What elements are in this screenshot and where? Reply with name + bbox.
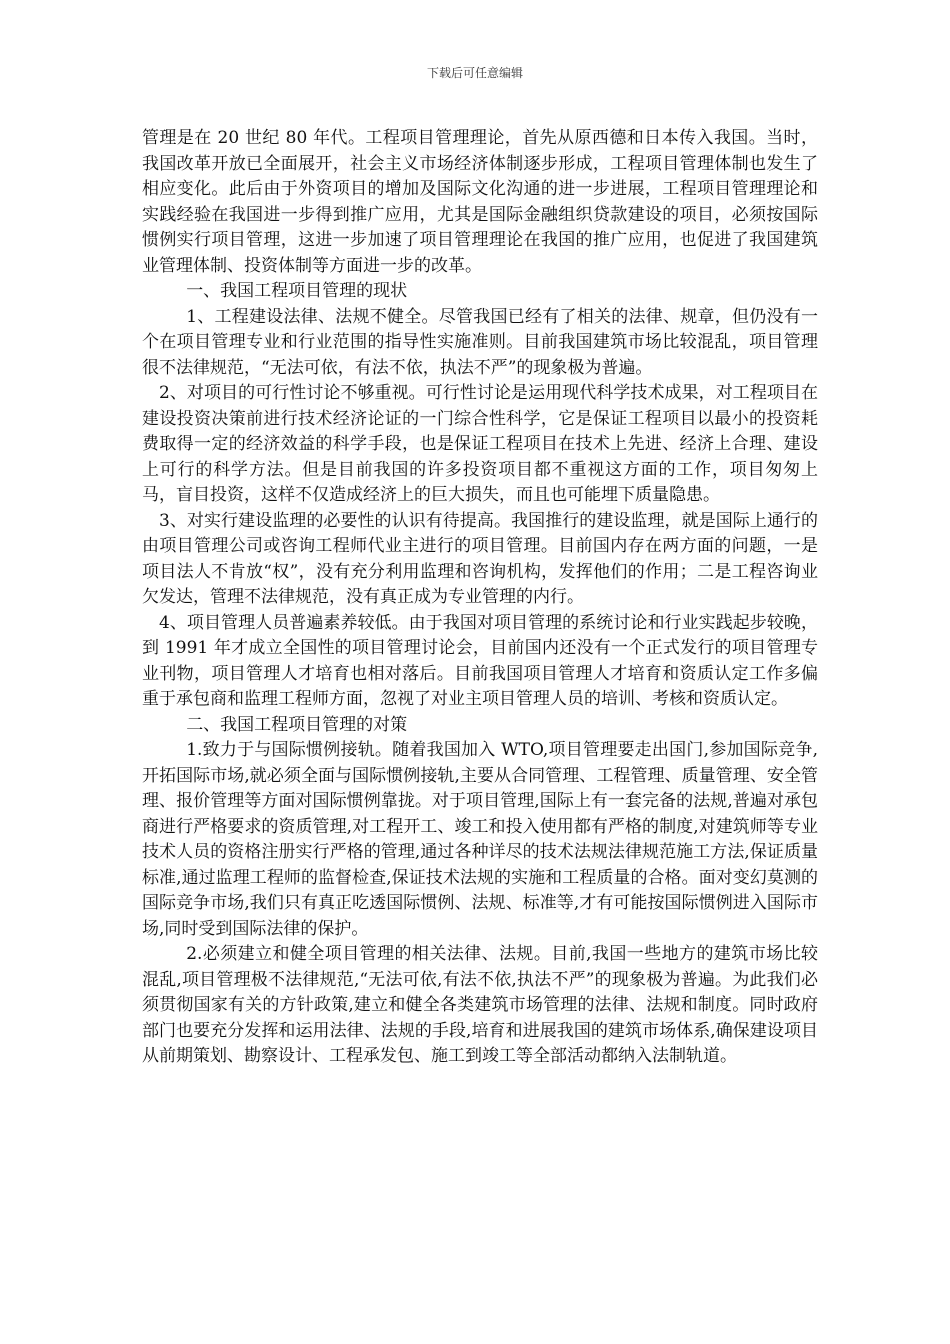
paragraph-item-2: 2、对项目的可行性讨论不够重视。可行性讨论是运用现代科学技术成果，对工程项目在建设投资决策前进行技术经济论证的一门综合性科学，它是保证工程项目以最小的投资耗费取得一定的经济效益的科学手段，也是保证工程项目在技术上先进、经济上合理、建设上可行的科学方法。但是目前我国的许多投资项目都不重视这方面的工作，项目匆匆上马，盲目投资，这样不仅造成经济上的巨大损失，而且也可能埋下质量隐患。 xyxy=(142,383,818,505)
page-header: 下载后可任意编辑 xyxy=(426,66,523,80)
paragraph-measure-1: 1.致力于与国际惯例接轨。随着我国加入 WTO,项目管理要走出国门,参加国际竞争,开拓国际市场,就必须全面与国际惯例接轨,主要从合同管理、工程管理、质量管理、安全管理、报价管理等方面对国际惯例靠拢。对于项目管理,国际上有一套完备的法规,普遍对承包商进行严格要求的资质管理,对工程开工、竣工和投入使用都有严格的制度,对建筑师等专业技术人员的资格注册实行严格的管理,通过各种详尽的技术法规法律规范施工方法,保证质量标准,通过监理工程师的监督检查,保证技术法规的实施和工程质量的合格。面对变幻莫测的国际竞争市场,我们只有真正吃透国际惯例、法规、标准等,才有可能按国际惯例进入国际市场,同时受到国际法律的保护。 xyxy=(142,740,818,939)
section-heading-1: 一、我国工程项目管理的现状 xyxy=(186,281,408,301)
section-heading-2: 二、我国工程项目管理的对策 xyxy=(186,714,408,735)
paragraph-intro: 管理是在 20 世纪 80 年代。工程项目管理理论，首先从原西德和日本传入我国。当时，我国改革开放已全面展开，社会主义市场经济体制逐步形成，工程项目管理体制也发生了相应变化。此后由于外资项目的增加及国际文化沟通的进一步进展，工程项目管理理论和实践经验在我国进一步得到推广应用，尤其是国际金融组织贷款建设的项目，必须按国际惯例实行项目管理，这进一步加速了项目管理理论在我国的推广应用，也促进了我国建筑业管理体制、投资体制等方面进一步的改革。 xyxy=(142,128,818,276)
paragraph-item-1: 1、工程建设法律、法规不健全。尽管我国已经有了相关的法律、规章，但仍没有一个在项目管理专业和行业范围的指导性实施准则。目前我国建筑市场比较混乱，项目管理很不法律规范，“无法可依，有法不依，执法不严”的现象极为普遍。 xyxy=(142,306,818,378)
document-body xyxy=(142,126,818,1070)
paragraph-item-3: 3、对实行建设监理的必要性的认识有待提高。我国推行的建设监理，就是国际上通行的由项目管理公司或咨询工程师代业主进行的项目管理。目前国内存在两方面的问题，一是项目法人不肯放“权”，没有充分利用监理和咨询机构，发挥他们的作用；二是工程咨询业欠发达，管理不法律规范，没有真正成为专业管理的内行。 xyxy=(142,510,818,607)
paragraph-item-4: 4、项目管理人员普遍素养较低。由于我国对项目管理的系统讨论和行业实践起步较晚，到 1991 年才成立全国性的项目管理讨论会，目前国内还没有一个正式发行的项目管理专业刊物，项目管理人才培育也相对落后。目前我国项目管理人才培育和资质认定工作多偏重于承包商和监理工程师方面，忽视了对业主项目管理人员的培训、考核和资质认定。 xyxy=(142,612,818,709)
paragraph-measure-2: 2.必须建立和健全项目管理的相关法律、法规。目前,我国一些地方的建筑市场比较混乱,项目管理极不法律规范,“无法可依,有法不依,执法不严”的现象极为普遍。为此我们必须贯彻国家有关的方针政策,建立和健全各类建筑市场管理的法律、法规和制度。同时政府部门也要充分发挥和运用法律、法规的手段,培育和进展我国的建筑市场体系,确保建设项目从前期策划、勘察设计、工程承发包、施工到竣工等全部活动都纳入法制轨道。 xyxy=(142,944,818,1066)
